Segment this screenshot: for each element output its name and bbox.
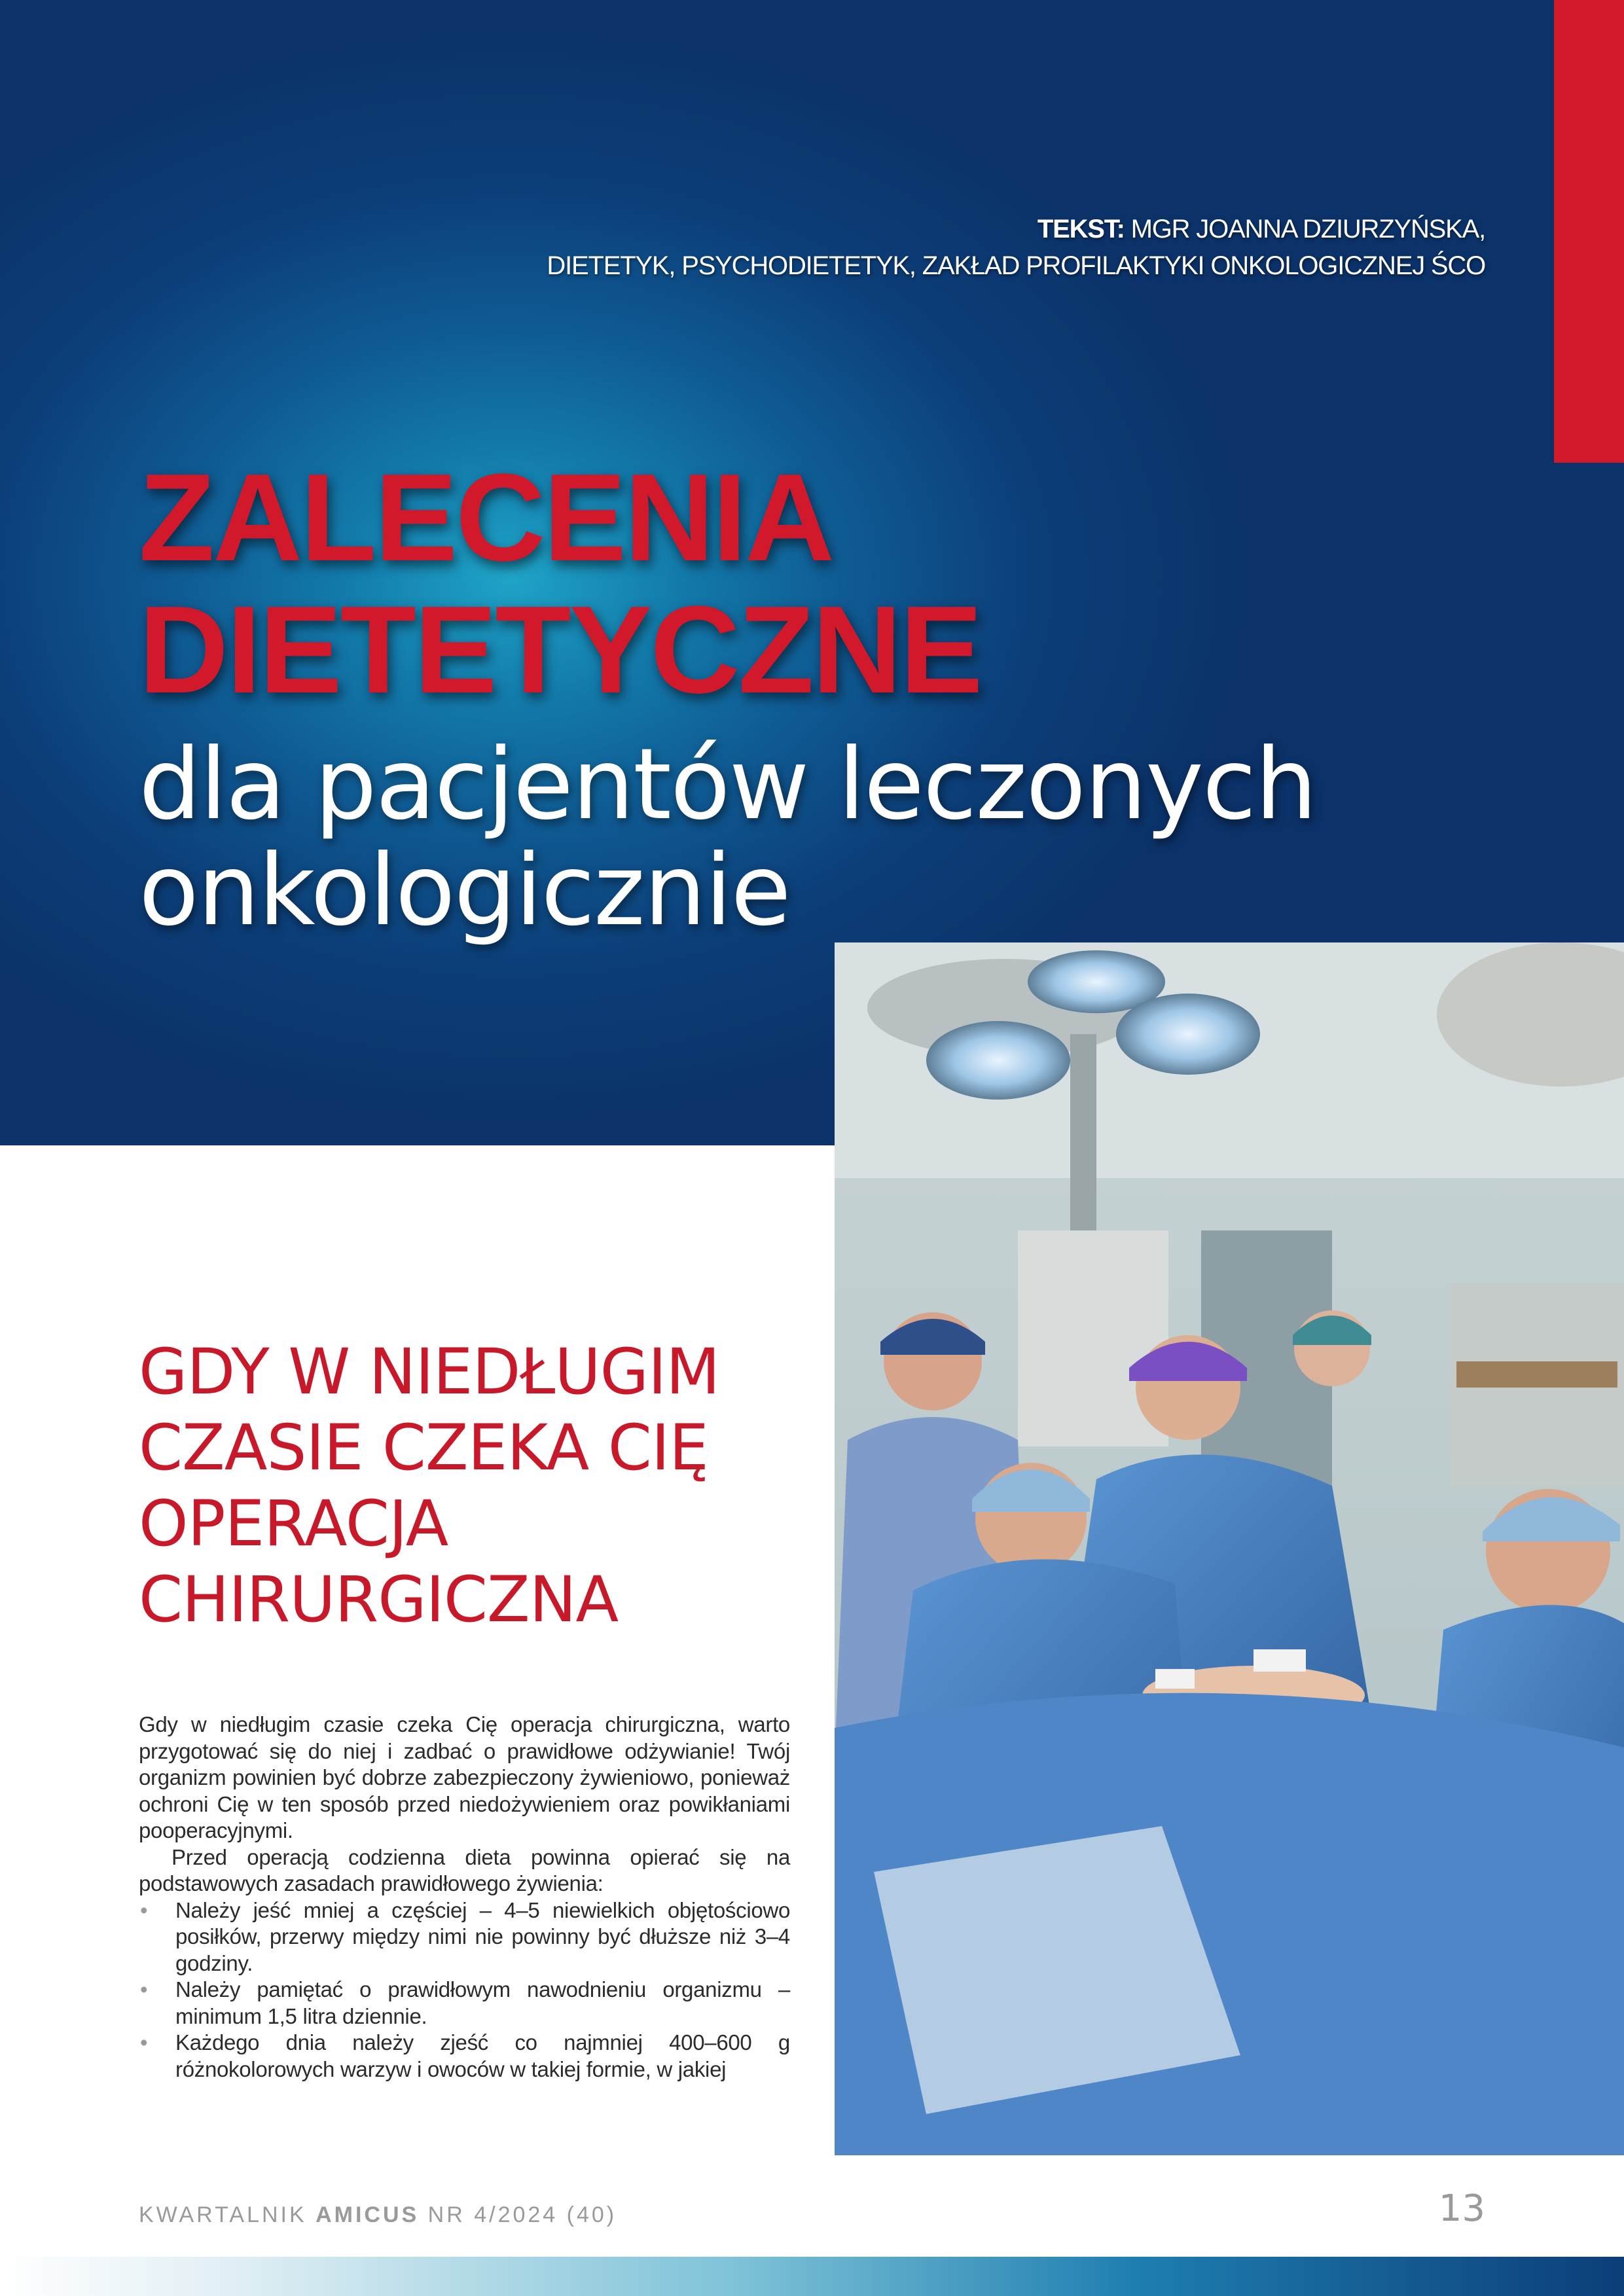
byline-row-author xyxy=(438,211,1485,247)
byline-author: MGR JOANNA DZIURZYŃSKA, xyxy=(1130,215,1485,243)
accent-red-bar xyxy=(1554,0,1624,463)
surgeon-glove-left xyxy=(1155,1669,1195,1689)
lamp-light-left xyxy=(926,1021,1070,1100)
page-number: 13 xyxy=(1438,2187,1485,2230)
lamp-light-right xyxy=(1116,994,1260,1075)
section-heading-line1: GDY W NIEDŁUGIM xyxy=(139,1335,720,1408)
article-title-line1: ZALECENIA xyxy=(139,448,833,587)
bottom-gradient-band xyxy=(0,2257,1624,2296)
section-heading-line3: OPERACJA xyxy=(139,1487,448,1560)
section-heading-line2: CZASIE CZEKA CIĘ xyxy=(139,1411,708,1484)
magazine-issue: NR 4/2024 (40) xyxy=(427,2202,617,2227)
magazine-footer xyxy=(139,2202,617,2228)
lamp-arm xyxy=(1070,1034,1096,1257)
surgeon-glove-right xyxy=(1254,1649,1306,1672)
section-heading-line4: CHIRURGICZNA xyxy=(139,1563,619,1636)
paragraph-rules: Przed operacją codzienna dieta powinna opierać się na podstawowych zasadach prawidłowego żywienia: xyxy=(139,1844,790,1895)
magazine-name: AMICUS xyxy=(316,2202,420,2227)
section-heading xyxy=(139,1334,793,1638)
surgery-photo xyxy=(835,942,1624,2155)
article-title xyxy=(139,448,1121,719)
bullet-item: • Należy pamiętać o prawidłowym nawodnieniu organizmu – minimum 1,5 litra dziennie. xyxy=(139,1977,790,2030)
paragraph-intro: Gdy w niedługim czasie czeka Cię operacja chirurgiczna, warto przygotować się do niej i zadbać o prawidłowe odżywianie! Twój organizm powinien być dobrze zabezpieczony żywieniowo, ponieważ ochroni Cię w ten sposób przed niedożywieniem oraz powikłaniami pooperacyjnymi. xyxy=(139,1712,790,1842)
bullet-item: • Należy jeść mniej a częściej – 4–5 niewielkich objętościowo posiłków, przerwy między nimi nie powinny być dłuższe niż 3–4 godziny. xyxy=(139,1897,790,1977)
byline xyxy=(438,211,1485,284)
article-title-line2: DIETETYCZNE xyxy=(139,581,981,719)
byline-role: DIETETYK, PSYCHODIETETYK, ZAKŁAD PROFILAKTYKI ONKOLOGICZNEJ ŚCO xyxy=(547,251,1485,280)
bullet-item: • Każdego dnia należy zjeść co najmniej 400–600 g różnokolorowych warzyw i owoców w takiej formie, w jakiej xyxy=(139,2030,790,2083)
byline-label: TEKST: xyxy=(1037,215,1125,243)
shelf-supplies xyxy=(1456,1361,1617,1388)
article-subtitle-line2: onkologicznie xyxy=(139,834,790,948)
magazine-prefix: KWARTALNIK xyxy=(139,2202,307,2227)
article-body xyxy=(139,1712,790,2083)
article-subtitle xyxy=(139,728,1317,948)
article-subtitle-line1: dla pacjentów leczonych xyxy=(139,728,1316,842)
bullet-list xyxy=(139,1897,790,2083)
